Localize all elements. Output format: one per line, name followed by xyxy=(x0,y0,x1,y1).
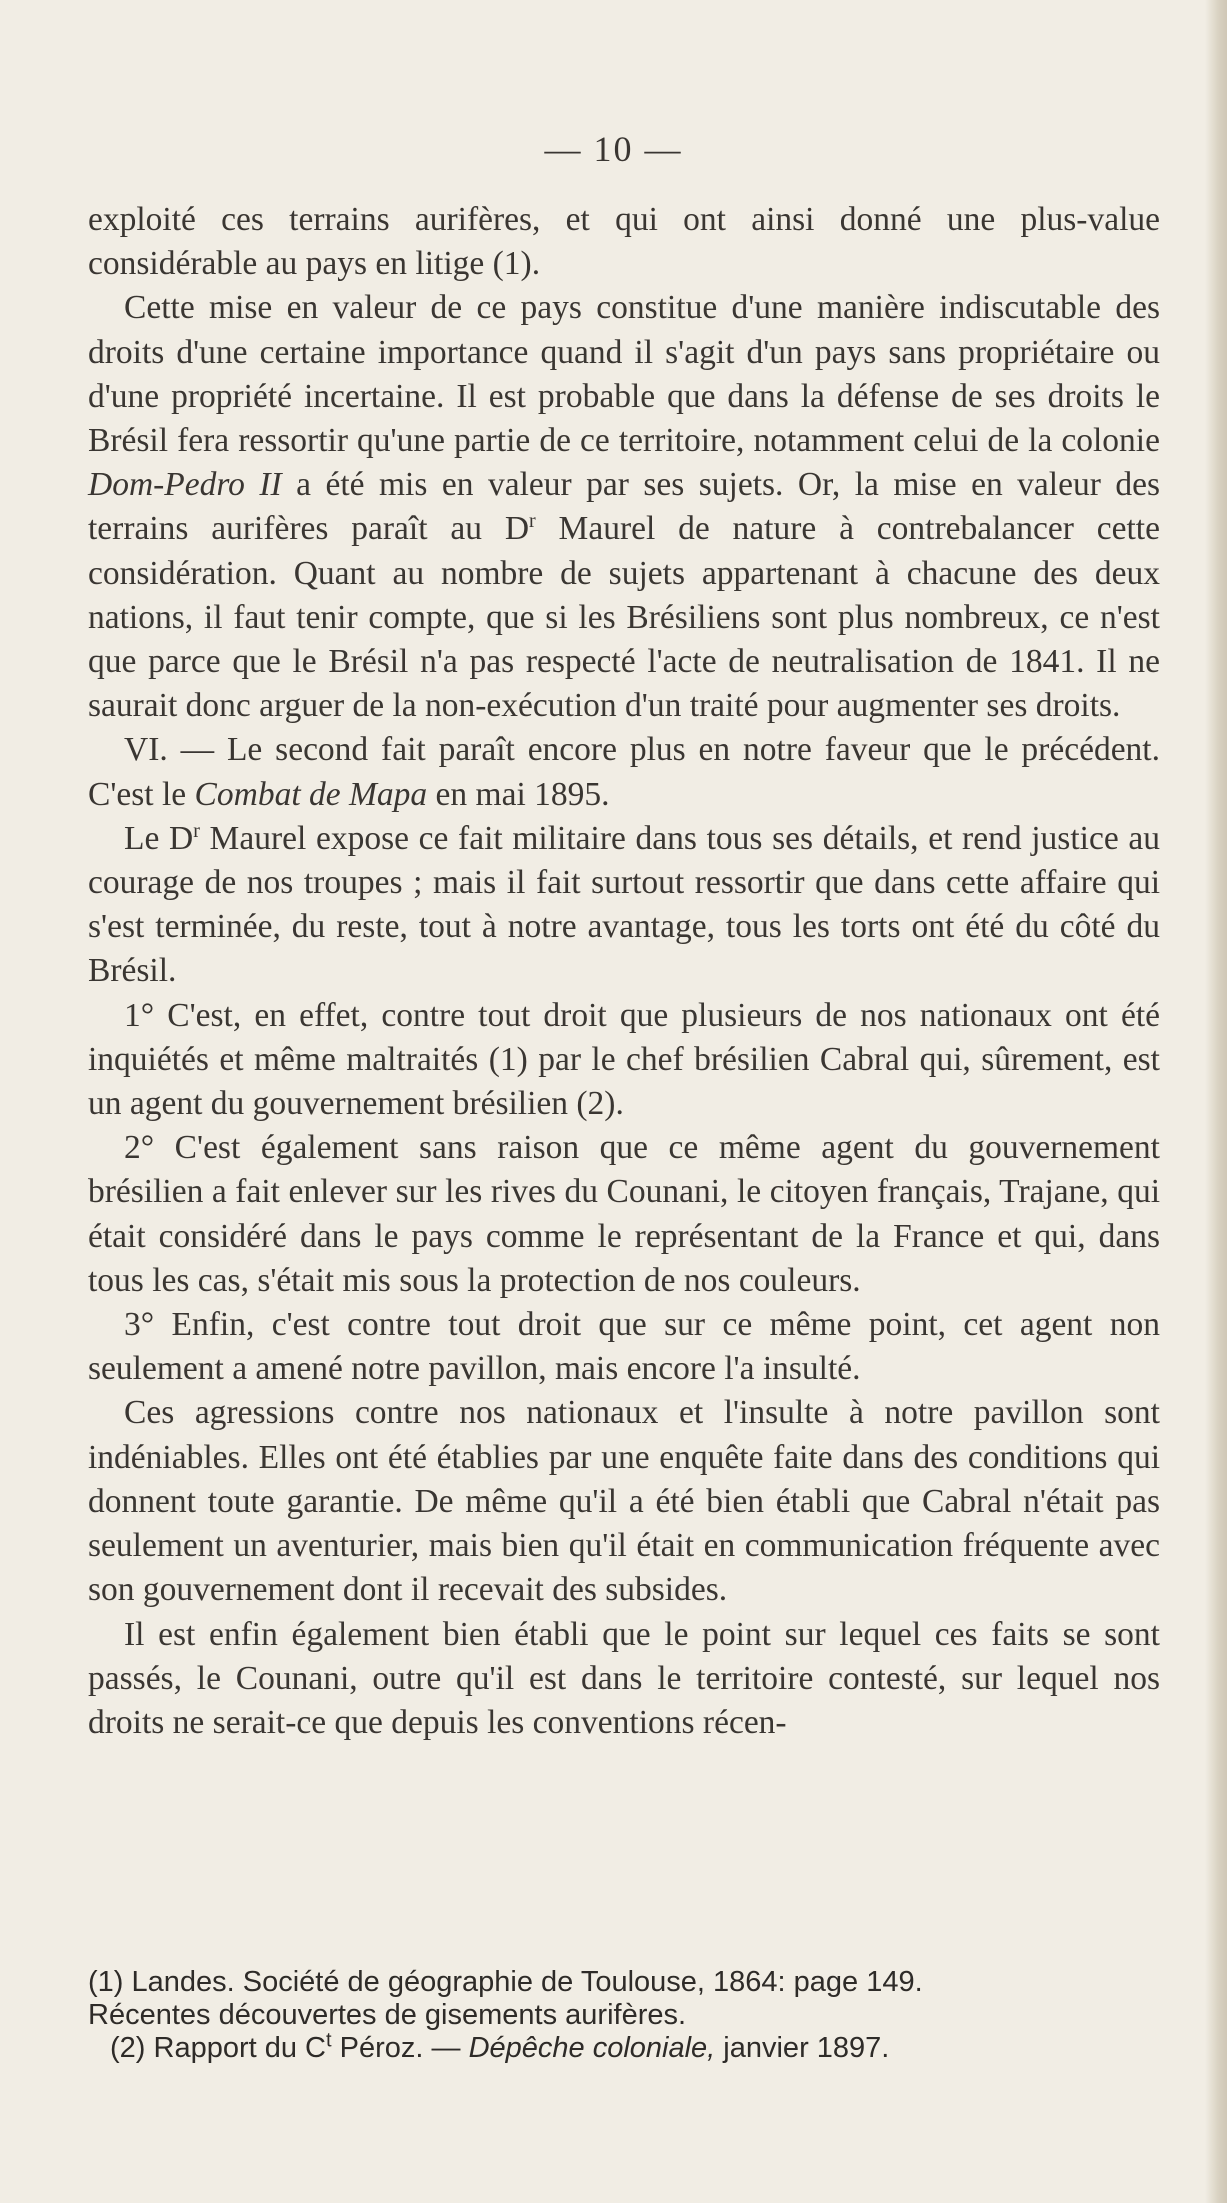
paragraph-text: Le D xyxy=(124,819,194,857)
paragraph-8 xyxy=(88,1391,1160,1612)
body-text xyxy=(88,198,1160,1745)
paragraph-1 xyxy=(88,198,1160,286)
paragraph-text: 1° C'est, en effet, contre tout droit que plusieurs de nos nationaux ont été inquiétés et même maltraités (1) par le chef brésilien Cabral qui, sûrement, est un agent du gouvernement brésilien (2). xyxy=(88,996,1160,1123)
superscript: r xyxy=(193,819,200,842)
paragraph-text: Ces agressions contre nos nationaux et l'insulte à notre pavillon sont indéniables. Elles ont été établies par une enquête faite dans des conditions qui donnent toute garantie. De même qu'il a été bien établi que Cabral n'était pas seulement un aventurier, mais bien qu'il était en communication fréquente avec son gouvernement dont il recevait des subsides. xyxy=(88,1394,1160,1609)
paragraph-7 xyxy=(88,1303,1160,1391)
footnote-text: Récentes découvertes de gisements aurifères. xyxy=(88,1999,687,2031)
paragraph-text: 2° C'est également sans raison que ce même agent du gouvernement brésilien a fait enlever sur les rives du Counani, le citoyen français, Trajane, qui était considéré dans le pays comme le représentant de la France et qui, dans tous les cas, s'était mis sous la protection de nos couleurs. xyxy=(88,1129,1160,1299)
paragraph-text: Il est enfin également bien établi que le point sur lequel ces faits se sont passés, le Counani, outre qu'il est dans le territoire contesté, sur lequel nos droits ne serait-ce que depuis les conventions récen- xyxy=(88,1615,1160,1741)
footnote-2 xyxy=(88,2029,1160,2065)
paragraph-text: a été mis en valeur par ses sujets. Or, la mise en valeur des terrains aurifères paraît au D xyxy=(88,466,1161,548)
journal-title: Dépêche coloniale, xyxy=(468,2032,716,2064)
paragraph-2 xyxy=(88,286,1160,728)
paragraph-text: Maurel de nature à contrebalancer cette considération. Quant au nombre de sujets appartenant à chacune des deux nations, il faut tenir compte, que si les Brésiliens sont plus nombreux, ce n'est que parce que le Brésil n'a pas respecté l'acte de neutralisation de 1841. Il ne saurait donc arguer de la non-exécution d'un traité pour augmenter ses droits. xyxy=(88,510,1160,725)
paragraph-text: Cette mise en valeur de ce pays constitue d'une manière indiscutable des droits d'une certaine importance quand il s'agit d'un pays sans propriétaire ou d'une propriété incertaine. Il est probable que dans la défense de ses droits le Brésil fera ressortir qu'une partie de ce territoire, notamment celui de la colonie xyxy=(88,289,1160,460)
paragraph-text: exploité ces terrains aurifères, et qui ont ainsi donné une plus-value considérable au pays en litige (1). xyxy=(88,201,1160,283)
page-edge-shadow xyxy=(1205,0,1227,2203)
footnote-1-continued xyxy=(88,1999,1160,2032)
page-number: — 10 — xyxy=(544,129,683,169)
footnote-1 xyxy=(88,1966,1160,1999)
paragraph-9 xyxy=(88,1613,1160,1746)
footnote-text: Péroz. — xyxy=(331,2032,469,2064)
superscript: t xyxy=(326,2029,332,2052)
footnote-text: janvier 1897. xyxy=(715,2032,890,2064)
combat-name: Combat de Mapa xyxy=(194,775,428,813)
paragraph-text: 3° Enfin, c'est contre tout droit que sur ce même point, cet agent non seulement a amené notre pavillon, mais encore l'a insulté. xyxy=(88,1306,1160,1388)
superscript: r xyxy=(529,510,536,533)
footnote-text: (1) Landes. Société de géographie de Toulouse, 1864: page 149. xyxy=(88,1966,923,1998)
paragraph-3 xyxy=(88,728,1160,816)
paragraph-5 xyxy=(88,994,1160,1127)
paragraph-text: VI. — Le second fait paraît encore plus en notre faveur que le précédent. C'est le xyxy=(88,731,1160,813)
footnote-text: (2) Rapport du C xyxy=(110,2032,326,2064)
paragraph-6 xyxy=(88,1126,1160,1303)
footnotes xyxy=(88,1966,1160,2065)
colony-name: Dom-Pedro II xyxy=(88,466,282,504)
paragraph-4 xyxy=(88,817,1160,994)
paragraph-text: Maurel expose ce fait militaire dans tous ses détails, et rend justice au courage de nos troupes ; mais il fait surtout ressortir que dans cette affaire qui s'est terminée, du reste, tout à notre avantage, tous les torts ont été du côté du Brésil. xyxy=(88,819,1160,990)
paragraph-text: en mai 1895. xyxy=(427,775,610,813)
